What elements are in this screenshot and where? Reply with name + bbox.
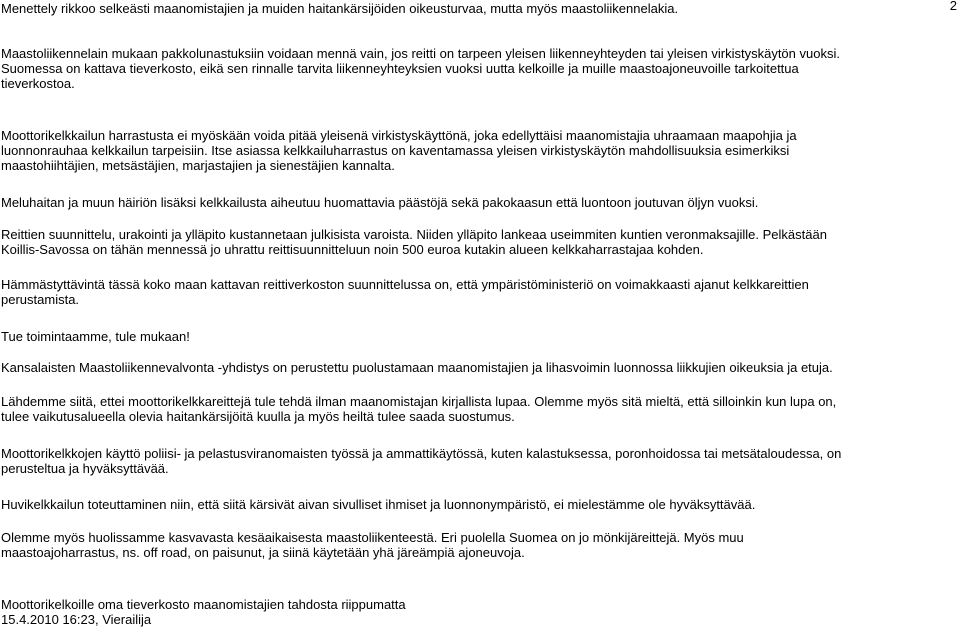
paragraph-line: maastoajoharrastus, ns. off road, on paisunut, ja siinä käytetään yhä järeämpiä ajoneuvoja. — [1, 545, 525, 560]
paragraph-line: Menettely rikkoo selkeästi maanomistajien ja muiden haitankärsijöiden oikeusturvaa, mutta myös maastoliikennelakia. — [1, 1, 679, 16]
paragraph — [1, 277, 809, 307]
post-meta: 15.4.2010 16:23, Vierailija — [1, 612, 152, 627]
paragraph — [1, 446, 841, 476]
paragraph — [1, 227, 827, 257]
paragraph-line: luonnonrauhaa kelkkailun tarpeisiin. Itse asiassa kelkkailuharrastus on kaventamassa yleisen virkistyskäytön mahdollisuuksia esimerkiksi — [1, 143, 790, 158]
paragraph — [1, 530, 744, 560]
paragraph-line: perustamista. — [1, 292, 80, 307]
paragraph — [1, 497, 755, 512]
paragraph — [1, 360, 833, 375]
paragraph-line: Koillis-Savossa on tähän mennessä jo uhrattu reittisuunnitteluun noin 500 euroa kutakin alueen kelkkaharrastajaa kohden. — [1, 242, 704, 257]
paragraph-line: tulee vaikutusalueella olevia haitankärsijöitä kuulla ja myös heiltä tulee saada suostumus. — [1, 409, 515, 424]
paragraph — [1, 195, 758, 210]
paragraph-line: Kansalaisten Maastoliikennevalvonta -yhdistys on perustettu puolustamaan maanomistajien ja lihasvoimin luonnossa liikkujien oikeuksia ja etuja. — [1, 360, 833, 375]
paragraph — [1, 329, 190, 344]
paragraph-line: tieverkostoa. — [1, 76, 75, 91]
paragraph-line: Moottorikelkkailun harrastusta ei myöskään voida pitää yleisenä virkistyskäyttönä, joka edellyttäisi maanomistajia uhraamaan maapohjia ja — [1, 128, 797, 143]
paragraph-line: Suomessa on kattava tieverkosto, eikä sen rinnalle tarvita liikenneyhteyksien vuoksi uutta kelkoille ja muille maastoajoneuvoille tarkoitettua — [1, 61, 799, 76]
paragraph-line: Moottorikelkkojen käyttö poliisi- ja pelastusviranomaisten työssä ja ammattikäytössä, kuten kalastuksessa, poronhoidossa tai metsätaloudessa, on — [1, 446, 842, 461]
paragraph — [1, 128, 797, 173]
paragraph-line: Huvikelkkailun toteuttaminen niin, että siitä kärsivät aivan sivulliset ihmiset ja luonnonympäristö, ei mielestämme ole hyväksyttävää. — [1, 497, 756, 512]
paragraph — [1, 394, 836, 424]
paragraph — [1, 46, 840, 91]
paragraph-line: maastohiihtäjien, metsästäjien, marjastajien ja sienestäjien kannalta. — [1, 158, 395, 173]
paragraph-line: Meluhaitan ja muun häiriön lisäksi kelkkailusta aiheutuu huomattavia päästöjä sekä pakokaasun että luontoon joutuvan öljyn vuoksi. — [1, 195, 759, 210]
paragraph-line: Lähdemme siitä, ettei moottorikelkkareittejä tule tehdä ilman maanomistajan kirjallista lupaa. Olemme myös sitä mieltä, että silloinkin kun lupa on, — [1, 394, 837, 409]
paragraph-line: perusteltua ja hyväksyttävää. — [1, 461, 169, 476]
paragraph-line: Maastoliikennelain mukaan pakkolunastuksiin voidaan mennä vain, jos reitti on tarpeen yleisen liikenneyhteyden tai yleisen virkistyskäytön vuoksi. — [1, 46, 840, 61]
post-footer — [1, 597, 406, 627]
page-number: 2 — [949, 0, 957, 13]
paragraph — [1, 1, 678, 16]
paragraph-line: Reittien suunnittelu, urakointi ja ylläpito kustannetaan julkisista varoista. Niiden ylläpito lankeaa useimmiten kuntien veronmaksajille. Pelkästään — [1, 227, 827, 242]
paragraph-line: Tue toimintaamme, tule mukaan! — [1, 329, 190, 344]
paragraph-line: Olemme myös huolissamme kasvavasta kesäaikaisesta maastoliikenteestä. Eri puolella Suomea on jo mönkijäreittejä. Myös muu — [1, 530, 744, 545]
paragraph-line: Hämmästyttävintä tässä koko maan kattavan reittiverkoston suunnittelussa on, että ympäristöministeriö on voimakkaasti ajanut kelkkareittien — [1, 277, 809, 292]
post-title: Moottorikelkoille oma tieverkosto maanomistajien tahdosta riippumatta — [1, 597, 406, 612]
